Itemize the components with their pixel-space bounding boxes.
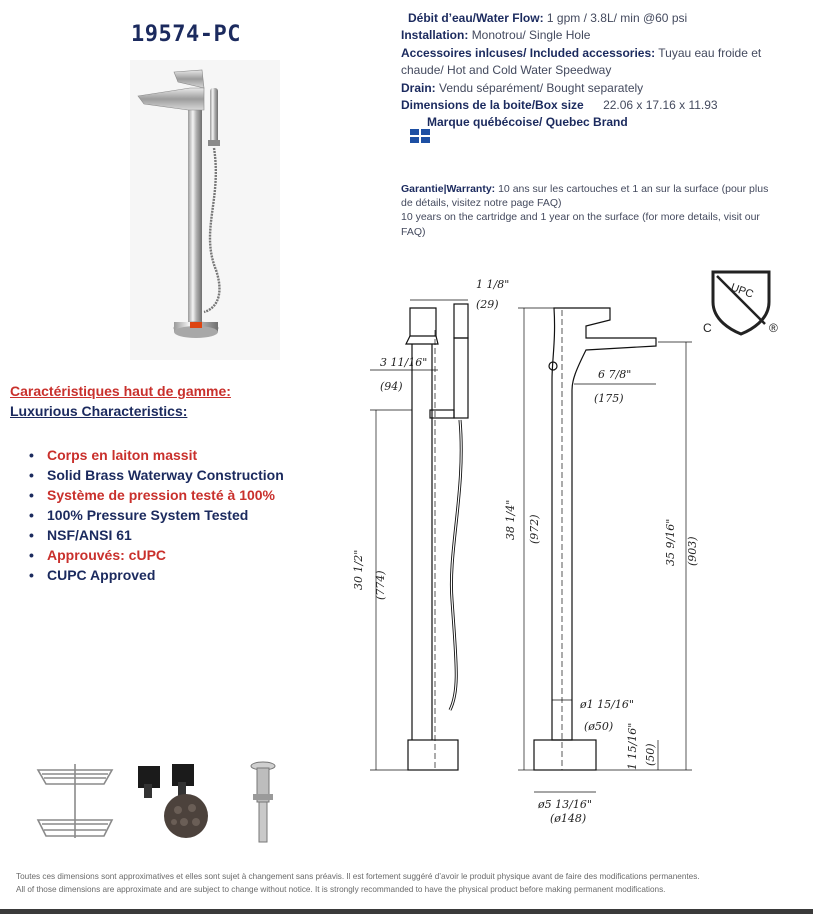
- dim-pipe-mm: (ø50): [584, 720, 614, 733]
- features-list: [29, 445, 289, 585]
- dim-spout-height-inch: 35 9/16": [664, 518, 677, 566]
- feature-item: • Solid Brass Waterway Construction: [29, 465, 289, 485]
- warranty-en: 10 years on the cartridge and 1 year on the surface (for more details, visit our FAQ): [401, 211, 760, 238]
- technical-drawing: [340, 270, 710, 830]
- model-number: 19574-PC: [131, 22, 241, 47]
- towel-hooks-image: [134, 760, 212, 844]
- warranty-fr: Garantie|Warranty: 10 ans sur les cartouches et 1 an sur la surface (pour plus de détails, visitez notre page FAQ): [401, 183, 769, 210]
- dim-total-inch: 30 1/2": [352, 549, 365, 590]
- feature-item: • Corps en laiton massit: [29, 445, 289, 465]
- registered-mark: ®: [769, 321, 778, 335]
- spec-flow: Débit d’eau/Water Flow: 1 gpm / 3.8L/ min @60 psi: [408, 11, 688, 25]
- features-title-fr: Caractéristiques haut de gamme:: [10, 383, 231, 399]
- feature-item: • Approuvés: cUPC: [29, 545, 289, 565]
- dim-base-inch: ø5 13/16": [538, 798, 592, 811]
- pop-up-drain-image: [248, 760, 278, 850]
- spec-drain: Drain: Vendu séparément/ Bought separately: [401, 80, 644, 95]
- dim-spout-mm: (175): [594, 392, 624, 405]
- dim-handle-inch: 3 11/16": [380, 356, 428, 369]
- spec-accessories: Accessoires inlcuses/ Included accessories: Tuyau eau froide et chaude/ Hot and Cold Water Speedway: [401, 45, 762, 78]
- dim-pipe-inch: ø1 15/16": [580, 698, 634, 711]
- dim-top-inch: 1 1/8": [476, 278, 510, 291]
- dim-total-mm: (774): [374, 570, 387, 600]
- disclaimer-fr: Toutes ces dimensions sont approximatives et elles sont sujet à changement sans préavis. Il est fortement suggéré d’avoir le produit physique avant de faire des modifications permanentes.: [16, 872, 700, 881]
- c-letter: C: [703, 321, 712, 335]
- quebec-flag-icon: [410, 129, 430, 143]
- feature-item: • Système de pression testé à 100%: [29, 485, 289, 505]
- feature-item: • NSF/ANSI 61: [29, 525, 289, 545]
- disclaimer: [16, 870, 801, 896]
- dim-base-height-inch: 1 15/16": [626, 722, 639, 770]
- spec-box-size: Dimensions de la boite/Box size 22.06 x 17.16 x 11.93: [401, 98, 718, 113]
- dim-spout-height-mm: (903): [686, 536, 699, 566]
- dim-top-mm: (29): [476, 298, 499, 311]
- feature-item: • 100% Pressure System Tested: [29, 505, 289, 525]
- spec-list: [401, 10, 801, 132]
- disclaimer-en: All of those dimensions are approximate and are subject to change without notice. It is strongly recommanded to have the physical product before making permanent modifications.: [16, 885, 666, 894]
- dim-body-mm: (972): [528, 514, 541, 544]
- upc-text: UPC: [729, 281, 755, 301]
- feature-item: • CUPC Approved: [29, 565, 289, 585]
- hand-shower: [454, 304, 468, 338]
- dim-spout-inch: 6 7/8": [598, 368, 632, 381]
- warranty-block: [401, 182, 776, 239]
- bottom-bar: [0, 909, 813, 914]
- dim-body-inch: 38 1/4": [504, 499, 517, 540]
- base-front: [534, 740, 596, 770]
- spec-brand: Marque québécoise/ Quebec Brand: [427, 115, 628, 130]
- corner-shelf-image: [34, 760, 116, 844]
- dim-base-height-mm: (50): [644, 743, 657, 766]
- dim-handle-mm: (94): [380, 380, 403, 393]
- cupc-certification-icon: [703, 268, 783, 340]
- spec-installation: Installation: Monotrou/ Single Hole: [401, 28, 591, 43]
- base-side: [408, 740, 458, 770]
- handle-outline: [410, 308, 436, 336]
- dim-base-mm: (ø148): [550, 812, 587, 825]
- features-title-en: Luxurious Characteristics:: [10, 403, 188, 419]
- faucet-product-image: [130, 60, 280, 360]
